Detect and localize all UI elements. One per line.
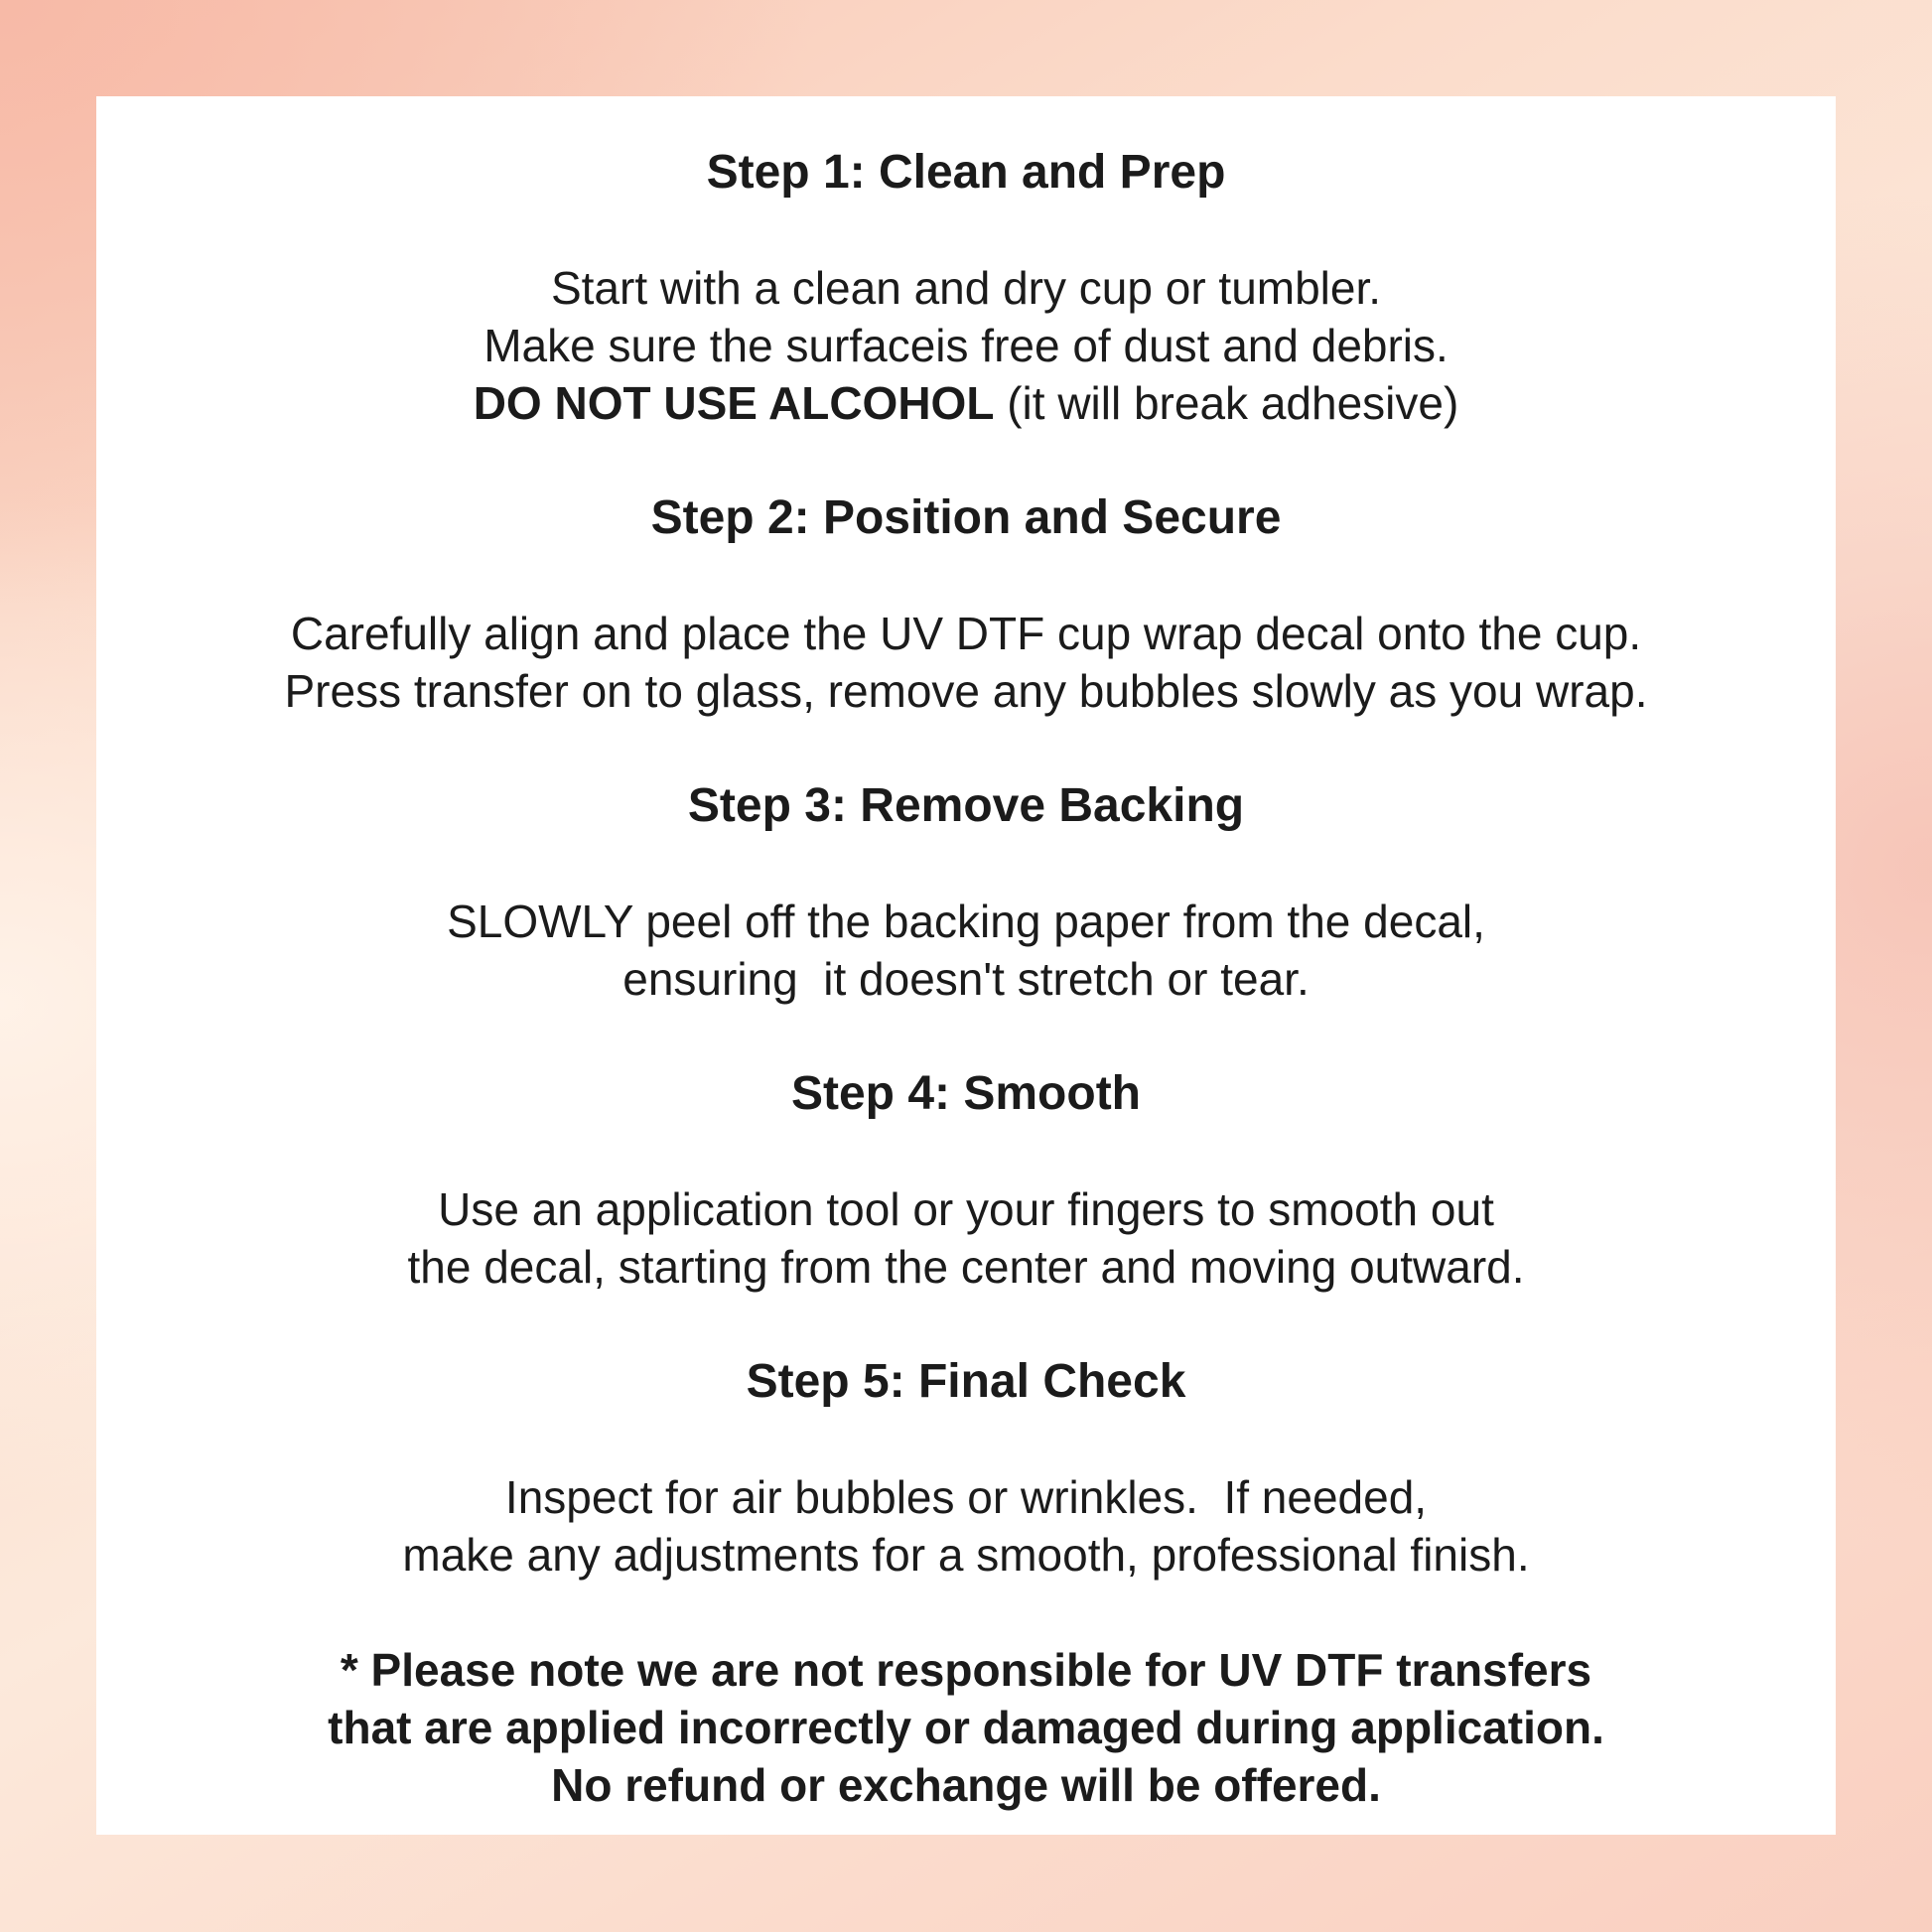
step-3-line-1: SLOWLY peel off the backing paper from the decal, [447,896,1485,947]
spacer [96,835,1836,893]
disclaimer-line-1: * Please note we are not responsible for UV DTF transfers [340,1644,1592,1696]
alcohol-warning-regular-text: (it will break adhesive) [994,377,1459,429]
spacer [96,720,1836,777]
spacer [96,202,1836,259]
step-5-heading: Step 5: Final Check [746,1355,1186,1408]
spacer [96,1008,1836,1065]
step-4-heading: Step 4: Smooth [790,1067,1141,1120]
step-5-line-1: Inspect for air bubbles or wrinkles. If needed, [504,1471,1428,1523]
step-2-line-2: Press transfer on to glass, remove any bubbles slowly as you wrap. [284,665,1648,717]
spacer [96,1296,1836,1353]
spacer [96,1123,1836,1180]
step-1-heading: Step 1: Clean and Prep [706,146,1226,199]
step-3-line-2: ensuring it doesn't stretch or tear. [622,953,1310,1005]
alcohol-warning-bold-text: DO NOT USE ALCOHOL [473,377,995,429]
step-1-line-1: Start with a clean and dry cup or tumbler. [550,262,1382,314]
step-1-line-2: Make sure the surfaceis free of dust and debris. [483,320,1449,371]
step-4-line-1: Use an application tool or your fingers to smooth out [438,1183,1494,1235]
spacer [96,1411,1836,1468]
step-2-line-1: Carefully align and place the UV DTF cup wrap decal onto the cup. [290,608,1642,659]
step-2-heading: Step 2: Position and Secure [650,491,1282,544]
disclaimer-line-2: that are applied incorrectly or damaged during application. [328,1702,1604,1753]
step-5-line-2: make any adjustments for a smooth, professional finish. [402,1529,1530,1581]
spacer [96,432,1836,489]
step-1-alcohol-warning [96,374,1836,432]
instruction-card [96,96,1836,1835]
step-4-line-2: the decal, starting from the center and moving outward. [407,1241,1525,1293]
disclaimer-line-3: No refund or exchange will be offered. [551,1759,1381,1811]
step-3-heading: Step 3: Remove Backing [687,779,1245,832]
spacer [96,547,1836,605]
spacer [96,1584,1836,1641]
